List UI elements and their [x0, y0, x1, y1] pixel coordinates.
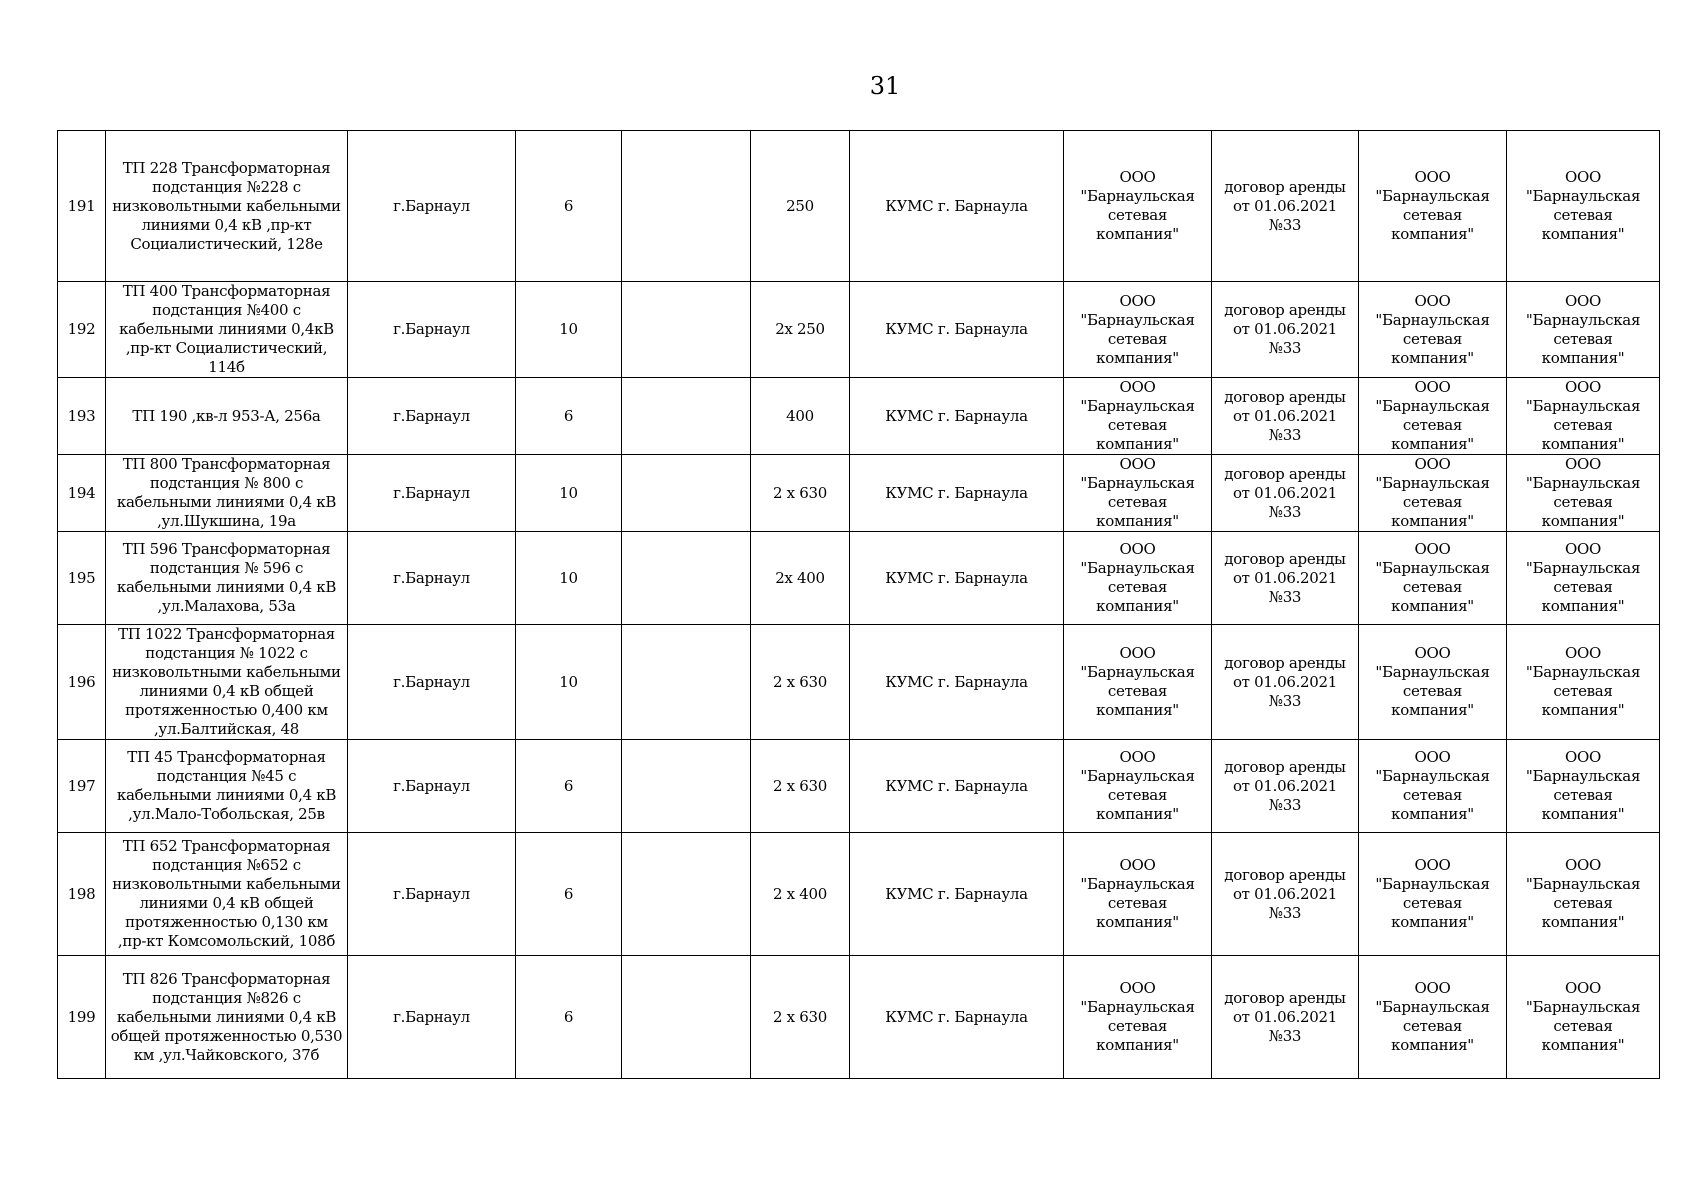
- document-cell: договор аренды от 01.06.2021 №33: [1212, 532, 1359, 625]
- object-name-cell: ТП 45 Трансформаторная подстанция №45 с кабельными линиями 0,4 кВ ,ул.Мало-Тобольская, 25в: [106, 740, 348, 833]
- voltage-cell: 10: [516, 455, 622, 532]
- empty-cell: [622, 956, 751, 1079]
- row-number-cell: 194: [58, 455, 106, 532]
- city-cell: г.Барнаул: [348, 833, 516, 956]
- holder-cell: ООО "Барнаульская сетевая компания": [1064, 282, 1212, 378]
- object-name-cell: ТП 190 ,кв-л 953-А, 256а: [106, 378, 348, 455]
- city-cell: г.Барнаул: [348, 625, 516, 740]
- empty-cell: [622, 131, 751, 282]
- document-cell: договор аренды от 01.06.2021 №33: [1212, 833, 1359, 956]
- holder-cell: ООО "Барнаульская сетевая компания": [1064, 378, 1212, 455]
- power-cell: 2 х 630: [751, 956, 850, 1079]
- owner-cell: КУМС г. Барнаула: [850, 455, 1064, 532]
- user-cell: ООО "Барнаульская сетевая компания": [1359, 378, 1507, 455]
- empty-cell: [622, 532, 751, 625]
- empty-cell: [622, 378, 751, 455]
- holder-cell: ООО "Барнаульская сетевая компания": [1064, 532, 1212, 625]
- holder-cell: ООО "Барнаульская сетевая компания": [1064, 131, 1212, 282]
- user-cell: ООО "Барнаульская сетевая компания": [1359, 131, 1507, 282]
- power-cell: 2 х 400: [751, 833, 850, 956]
- organization-cell: ООО "Барнаульская сетевая компания": [1507, 378, 1660, 455]
- power-cell: 400: [751, 378, 850, 455]
- row-number-cell: 191: [58, 131, 106, 282]
- row-number-cell: 197: [58, 740, 106, 833]
- voltage-cell: 6: [516, 740, 622, 833]
- organization-cell: ООО "Барнаульская сетевая компания": [1507, 131, 1660, 282]
- object-name-cell: ТП 652 Трансформаторная подстанция №652 с низковольтными кабельными линиями 0,4 кВ общей протяженностью 0,130 км ,пр-кт Комсомольский, 108б: [106, 833, 348, 956]
- table-row: [58, 455, 1660, 532]
- voltage-cell: 6: [516, 956, 622, 1079]
- owner-cell: КУМС г. Барнаула: [850, 282, 1064, 378]
- row-number-cell: 196: [58, 625, 106, 740]
- power-cell: 2х 250: [751, 282, 850, 378]
- user-cell: ООО "Барнаульская сетевая компания": [1359, 455, 1507, 532]
- object-name-cell: ТП 1022 Трансформаторная подстанция № 1022 с низковольтными кабельными линиями 0,4 кВ общей протяженностью 0,400 км ,ул.Балтийская, 48: [106, 625, 348, 740]
- object-name-cell: ТП 596 Трансформаторная подстанция № 596 с кабельными линиями 0,4 кВ ,ул.Малахова, 53а: [106, 532, 348, 625]
- organization-cell: ООО "Барнаульская сетевая компания": [1507, 740, 1660, 833]
- organization-cell: ООО "Барнаульская сетевая компания": [1507, 956, 1660, 1079]
- object-name-cell: ТП 826 Трансформаторная подстанция №826 с кабельными линиями 0,4 кВ общей протяженностью 0,530 км ,ул.Чайковского, 37б: [106, 956, 348, 1079]
- table-row: [58, 532, 1660, 625]
- voltage-cell: 6: [516, 131, 622, 282]
- holder-cell: ООО "Барнаульская сетевая компания": [1064, 956, 1212, 1079]
- power-cell: 2 х 630: [751, 740, 850, 833]
- holder-cell: ООО "Барнаульская сетевая компания": [1064, 740, 1212, 833]
- document-cell: договор аренды от 01.06.2021 №33: [1212, 956, 1359, 1079]
- organization-cell: ООО "Барнаульская сетевая компания": [1507, 532, 1660, 625]
- city-cell: г.Барнаул: [348, 131, 516, 282]
- user-cell: ООО "Барнаульская сетевая компания": [1359, 532, 1507, 625]
- voltage-cell: 10: [516, 282, 622, 378]
- table-body: [58, 131, 1660, 1079]
- table-row: [58, 378, 1660, 455]
- table-row: [58, 625, 1660, 740]
- property-registry-table: [57, 130, 1660, 1079]
- voltage-cell: 6: [516, 833, 622, 956]
- document-cell: договор аренды от 01.06.2021 №33: [1212, 740, 1359, 833]
- empty-cell: [622, 455, 751, 532]
- empty-cell: [622, 740, 751, 833]
- table-row: [58, 740, 1660, 833]
- user-cell: ООО "Барнаульская сетевая компания": [1359, 282, 1507, 378]
- table-row: [58, 833, 1660, 956]
- user-cell: ООО "Барнаульская сетевая компания": [1359, 956, 1507, 1079]
- row-number-cell: 193: [58, 378, 106, 455]
- document-cell: договор аренды от 01.06.2021 №33: [1212, 131, 1359, 282]
- power-cell: 2 х 630: [751, 455, 850, 532]
- city-cell: г.Барнаул: [348, 740, 516, 833]
- document-cell: договор аренды от 01.06.2021 №33: [1212, 455, 1359, 532]
- owner-cell: КУМС г. Барнаула: [850, 625, 1064, 740]
- owner-cell: КУМС г. Барнаула: [850, 532, 1064, 625]
- document-cell: договор аренды от 01.06.2021 №33: [1212, 282, 1359, 378]
- table-row: [58, 131, 1660, 282]
- owner-cell: КУМС г. Барнаула: [850, 378, 1064, 455]
- owner-cell: КУМС г. Барнаула: [850, 956, 1064, 1079]
- document-cell: договор аренды от 01.06.2021 №33: [1212, 378, 1359, 455]
- city-cell: г.Барнаул: [348, 956, 516, 1079]
- organization-cell: ООО "Барнаульская сетевая компания": [1507, 625, 1660, 740]
- empty-cell: [622, 625, 751, 740]
- organization-cell: ООО "Барнаульская сетевая компания": [1507, 282, 1660, 378]
- voltage-cell: 6: [516, 378, 622, 455]
- owner-cell: КУМС г. Барнаула: [850, 833, 1064, 956]
- row-number-cell: 199: [58, 956, 106, 1079]
- table-row: [58, 282, 1660, 378]
- owner-cell: КУМС г. Барнаула: [850, 740, 1064, 833]
- city-cell: г.Барнаул: [348, 455, 516, 532]
- power-cell: 2 х 630: [751, 625, 850, 740]
- empty-cell: [622, 833, 751, 956]
- row-number-cell: 195: [58, 532, 106, 625]
- row-number-cell: 192: [58, 282, 106, 378]
- object-name-cell: ТП 800 Трансформаторная подстанция № 800 с кабельными линиями 0,4 кВ ,ул.Шукшина, 19а: [106, 455, 348, 532]
- city-cell: г.Барнаул: [348, 282, 516, 378]
- holder-cell: ООО "Барнаульская сетевая компания": [1064, 455, 1212, 532]
- owner-cell: КУМС г. Барнаула: [850, 131, 1064, 282]
- user-cell: ООО "Барнаульская сетевая компания": [1359, 740, 1507, 833]
- power-cell: 2х 400: [751, 532, 850, 625]
- user-cell: ООО "Барнаульская сетевая компания": [1359, 833, 1507, 956]
- organization-cell: ООО "Барнаульская сетевая компания": [1507, 833, 1660, 956]
- page-number: 31: [869, 72, 901, 100]
- city-cell: г.Барнаул: [348, 532, 516, 625]
- power-cell: 250: [751, 131, 850, 282]
- city-cell: г.Барнаул: [348, 378, 516, 455]
- user-cell: ООО "Барнаульская сетевая компания": [1359, 625, 1507, 740]
- document-cell: договор аренды от 01.06.2021 №33: [1212, 625, 1359, 740]
- organization-cell: ООО "Барнаульская сетевая компания": [1507, 455, 1660, 532]
- voltage-cell: 10: [516, 532, 622, 625]
- object-name-cell: ТП 228 Трансформаторная подстанция №228 с низковольтными кабельными линиями 0,4 кВ ,пр-кт Социалистический, 128е: [106, 131, 348, 282]
- table-row: [58, 956, 1660, 1079]
- voltage-cell: 10: [516, 625, 622, 740]
- row-number-cell: 198: [58, 833, 106, 956]
- empty-cell: [622, 282, 751, 378]
- holder-cell: ООО "Барнаульская сетевая компания": [1064, 625, 1212, 740]
- object-name-cell: ТП 400 Трансформаторная подстанция №400 с кабельными линиями 0,4кВ ,пр-кт Социалистический, 114б: [106, 282, 348, 378]
- holder-cell: ООО "Барнаульская сетевая компания": [1064, 833, 1212, 956]
